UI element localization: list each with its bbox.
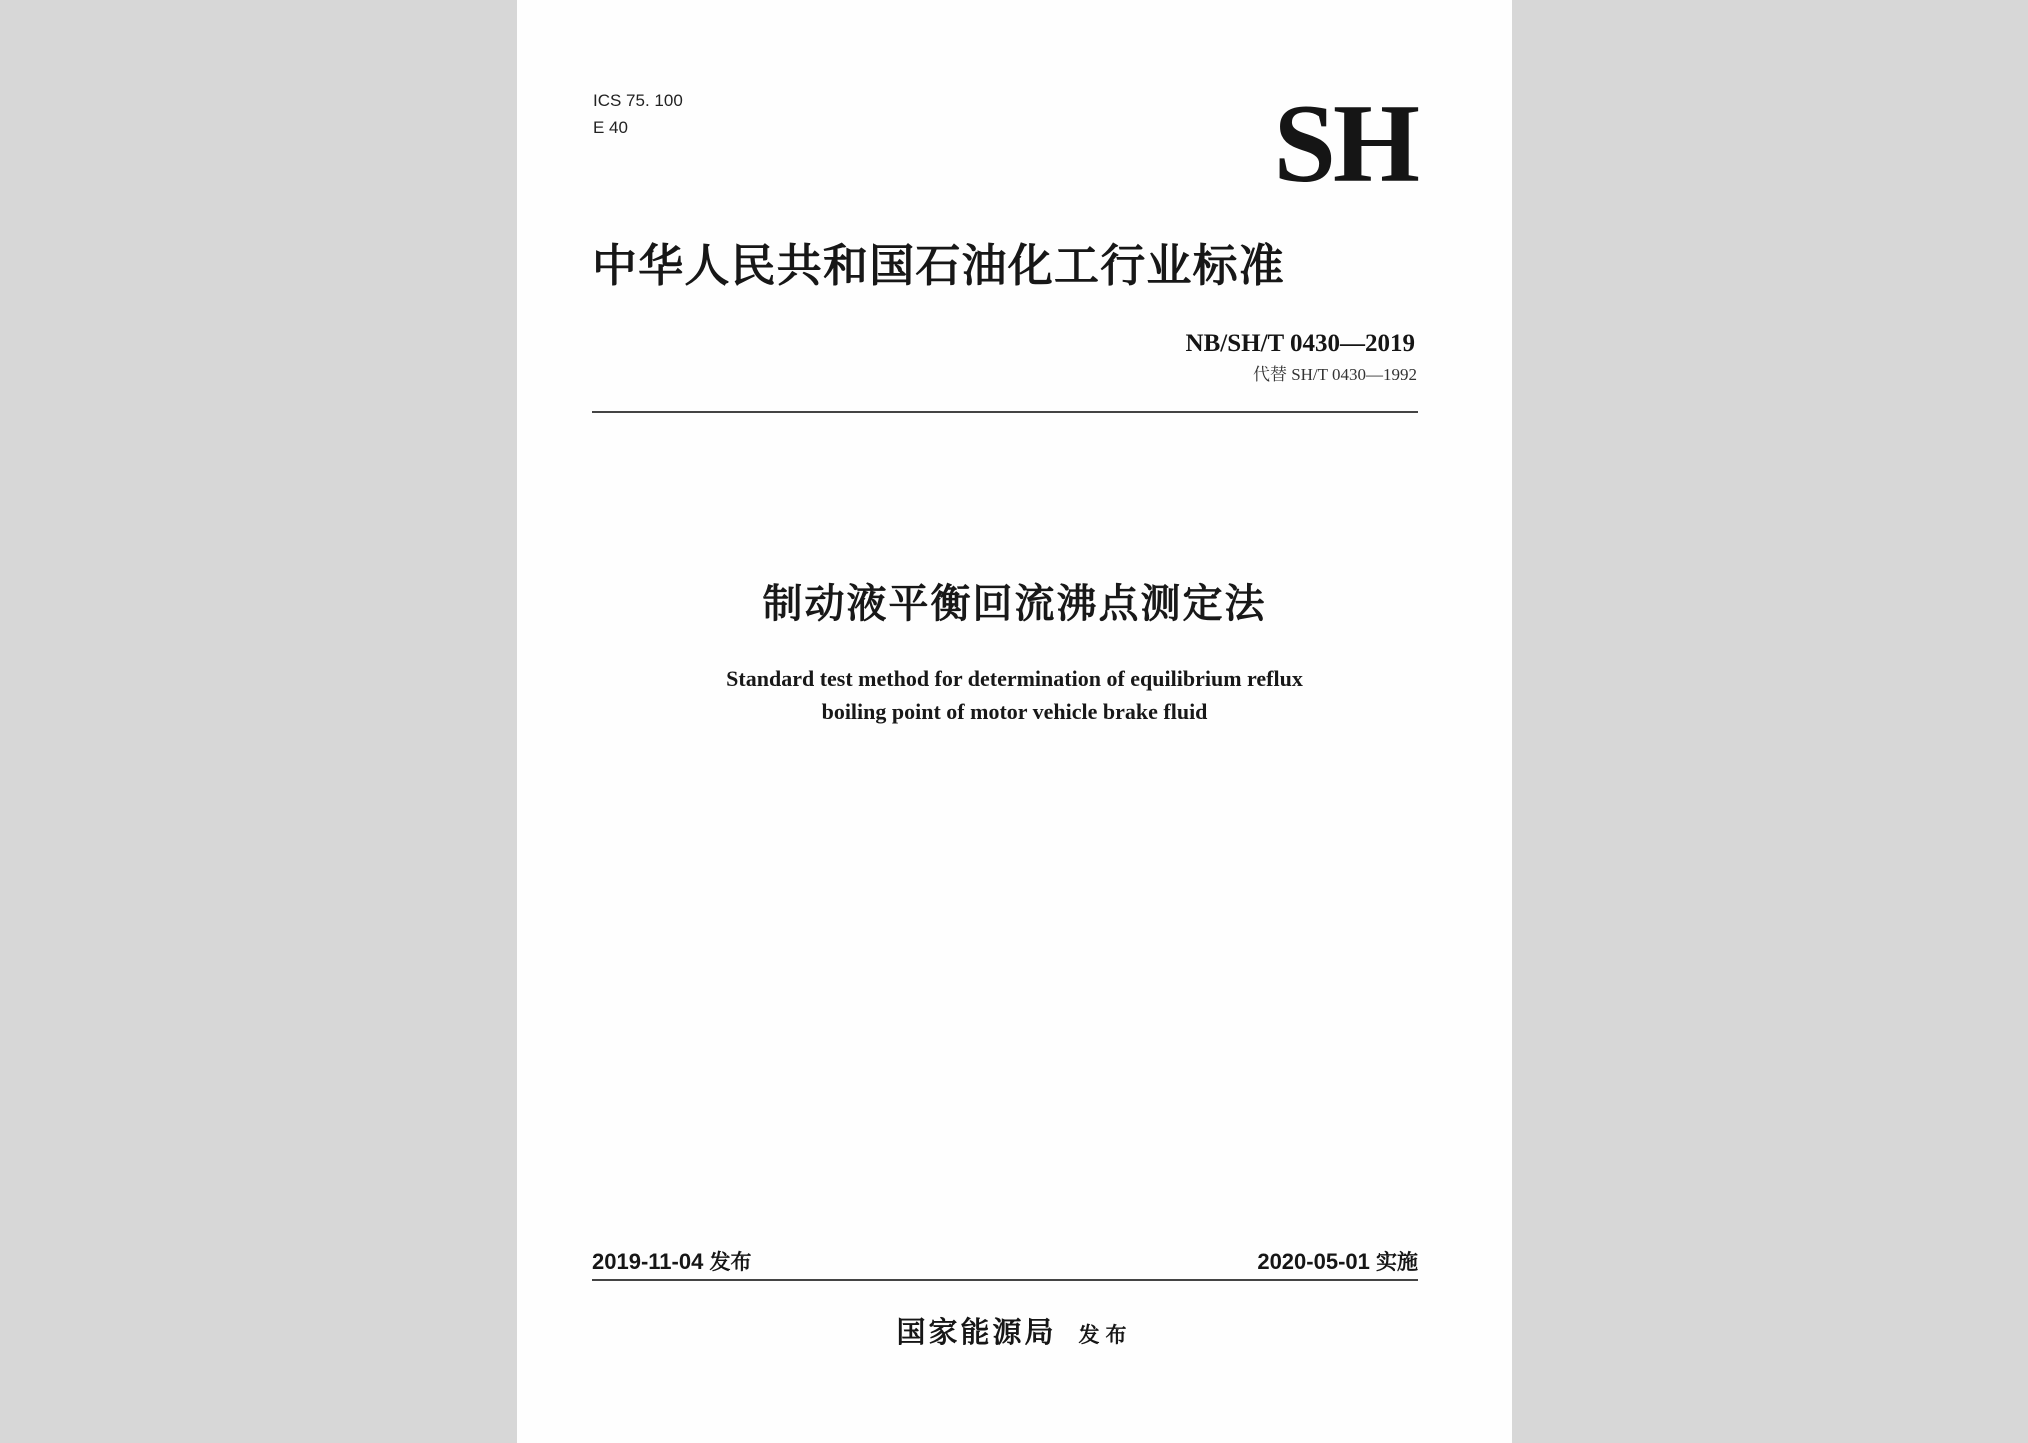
publisher-name: 国家能源局 — [896, 1315, 1057, 1349]
issue-label: 发布 — [709, 1250, 752, 1274]
classification-codes — [593, 91, 683, 145]
ics-code: ICS 75. 100 — [593, 91, 683, 110]
document-page — [517, 0, 1512, 1443]
sh-logo: SH — [1273, 82, 1417, 206]
top-divider — [592, 411, 1418, 413]
effective-label: 实施 — [1376, 1250, 1418, 1274]
issue-date: 2019-11-04 — [592, 1249, 704, 1274]
english-title-line-2: boiling point of motor vehicle brake fluid — [821, 699, 1208, 724]
standard-number: NB/SH/T 0430—2019 — [1185, 330, 1415, 357]
effective-date: 2020-05-01 — [1257, 1249, 1370, 1274]
document-title-english — [517, 662, 1512, 728]
effective-date-block — [1257, 1248, 1418, 1276]
standard-type-heading: 中华人民共和国石油化工行业标准 — [592, 239, 1286, 292]
issue-date-block — [592, 1248, 751, 1276]
english-title-line-1: Standard test method for determination of equilibrium reflux — [726, 666, 1303, 691]
document-title-chinese: 制动液平衡回流沸点测定法 — [762, 581, 1267, 627]
bottom-divider — [592, 1279, 1418, 1281]
replaces-note: 代替 SH/T 0430—1992 — [1252, 365, 1417, 384]
publisher-line — [517, 1310, 1512, 1351]
publisher-action: 发布 — [1078, 1323, 1133, 1347]
ccs-code: E 40 — [593, 118, 628, 137]
